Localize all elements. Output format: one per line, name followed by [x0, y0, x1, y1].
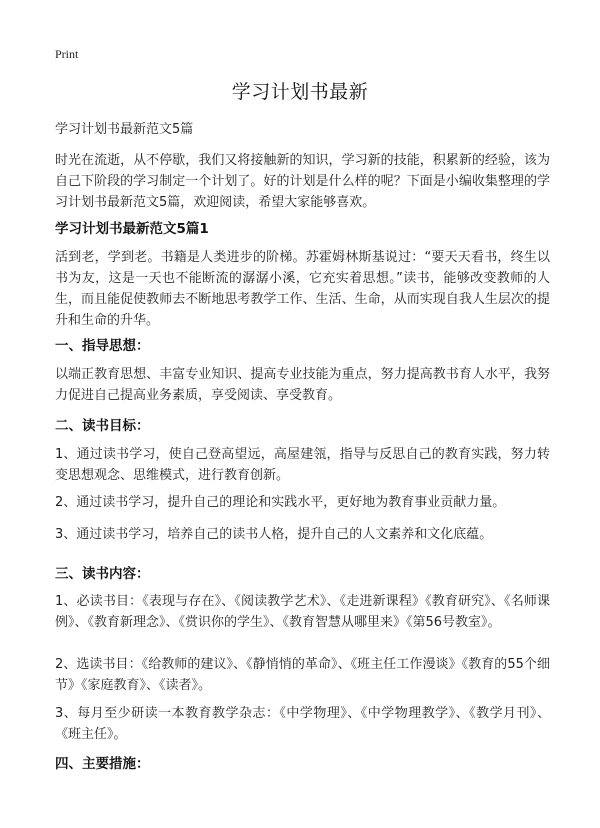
- section-heading-reading-goals: 二、读书目标：: [55, 418, 150, 434]
- list-item: 2、选读书目：《给教师的建议》、《静悄悄的革命》、《班主任工作漫谈》《教育的55个细节》《家庭教育》、《读者》。: [55, 657, 550, 693]
- list-item: 1、通过读书学习，使自己登高望远，高屋建瓴，指导与反思自己的教育实践，努力转变思想观念、思维模式，进行教育创新。: [55, 447, 550, 483]
- list-item: 3、通过读书学习，培养自己的读书人格，提升自己的人文素养和文化底蕴。: [55, 527, 493, 542]
- guiding-thought-paragraph: 以端正教育思想、丰富专业知识、提高专业技能为重点，努力提高教书育人水平，我努力促进自己提高业务素质，享受阅读、享受教育。: [55, 367, 550, 403]
- list-item: 2、通过读书学习，提升自己的理论和实践水平，更好地为教育事业贡献力量。: [55, 495, 506, 510]
- intro-paragraph: 时光在流逝，从不停歇，我们又将接触新的知识，学习新的技能，积累新的经验，该为自己下阶段的学习制定一个计划了。好的计划是什么样的呢？下面是小编收集整理的学习计划书最新范文5篇，欢迎阅读，希望大家能够喜欢。: [55, 153, 550, 210]
- list-item: 1、必读书目：《表现与存在》、《阅读教学艺术》、《走进新课程》《教育研究》、《名师课例》、《教育新理念》、《赏识你的学生》、《教育智慧从哪里来》《第56号教室》。: [55, 594, 550, 630]
- list-item: 3、每月至少研读一本教育教学杂志：《中学物理》、《中学物理教学》、《教学月刊》、《班主任》。: [55, 706, 550, 742]
- opening-paragraph: 活到老，学到老。书籍是人类进步的阶梯。苏霍姆林斯基说过：“要天天看书，终生以书为友，这是一天也不能断流的潺潺小溪，它充实着思想。”读书，能够改变教师的人生，而且能促使教师去不断地思考教学工作、生活、生命，从而实现自我人生层次的提升和生命的升华。: [55, 250, 550, 328]
- page-title: 学习计划书最新: [231, 81, 369, 103]
- article-heading: 学习计划书最新范文5篇1: [55, 221, 209, 237]
- print-link[interactable]: Print: [55, 47, 79, 61]
- section-heading-guiding-thought: 一、指导思想：: [55, 338, 150, 354]
- section-heading-reading-content: 三、读书内容：: [55, 566, 150, 582]
- section-heading-main-measures: 四、主要措施：: [55, 756, 150, 772]
- document-subtitle: 学习计划书最新范文5篇: [55, 122, 194, 137]
